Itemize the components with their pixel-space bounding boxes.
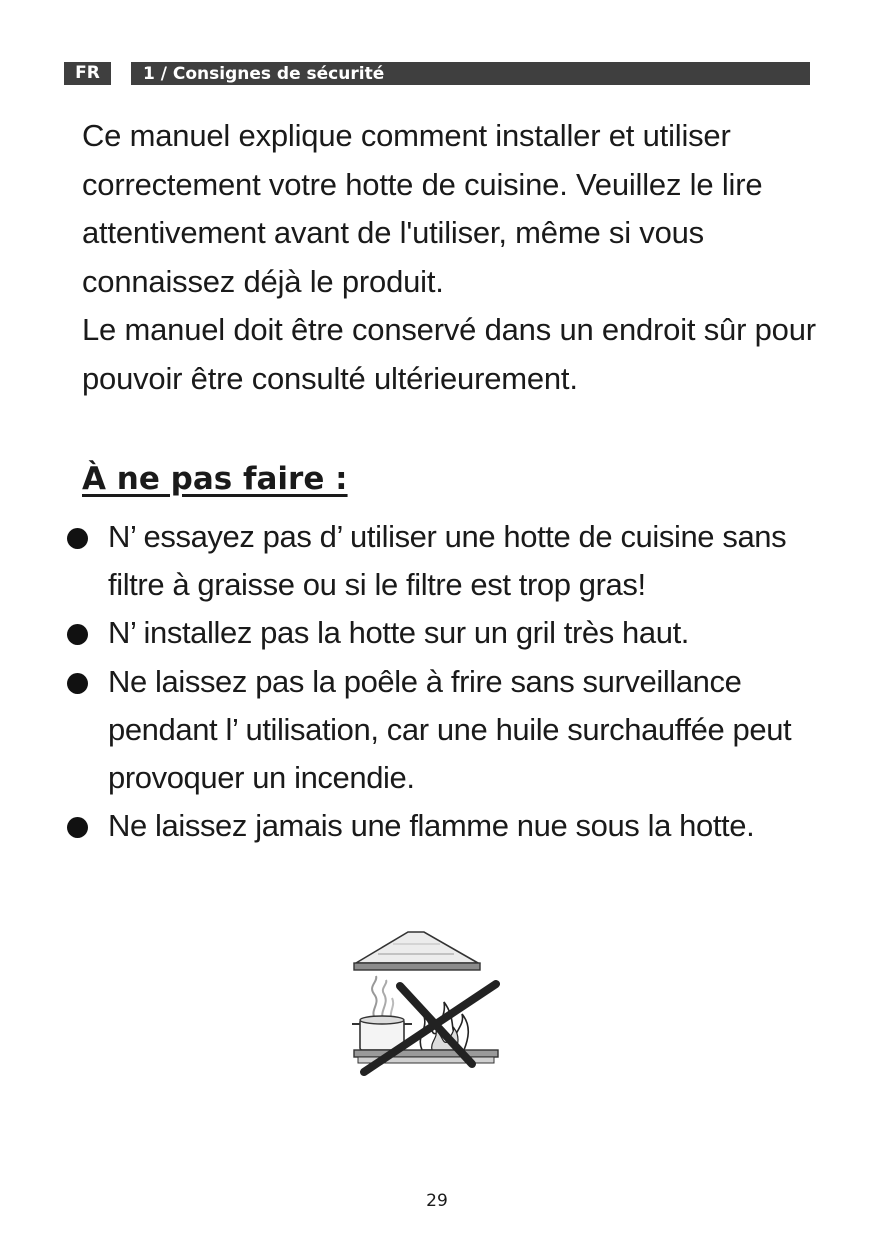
list-item — [62, 513, 832, 609]
section-title: 1 / Consignes de sécurité — [131, 62, 810, 85]
donts-list — [62, 513, 832, 850]
bullet-icon — [67, 817, 88, 838]
intro-paragraph: Ce manuel explique comment installer et utiliser correctement votre hotte de cuisine. Veuillez le lire attentivement avant de l'utiliser, même si vous connaissez déjà le produit. — [82, 118, 763, 299]
bullet-icon — [67, 528, 88, 549]
page-header — [64, 62, 810, 85]
bullet-icon — [67, 624, 88, 645]
list-item-text: N’ essayez pas d’ utiliser une hotte de cuisine sans filtre à graisse ou si le filtre est trop gras! — [108, 519, 787, 603]
page-number: 29 — [426, 1191, 448, 1211]
bullet-icon — [67, 673, 88, 694]
donts-heading: À ne pas faire : — [82, 461, 348, 497]
list-item-text: N’ installez pas la hotte sur un gril très haut. — [108, 615, 690, 651]
language-badge: FR — [64, 62, 111, 85]
intro-paragraph: Le manuel doit être conservé dans un endroit sûr pour pouvoir être consulté ultérieurement. — [82, 312, 816, 396]
list-item-text: Ne laissez jamais une flamme nue sous la hotte. — [108, 808, 755, 844]
hood-flame-illustration — [348, 928, 508, 1078]
list-item — [62, 658, 832, 803]
list-item-text: Ne laissez pas la poêle à frire sans surveillance pendant l’ utilisation, car une huile surchauffée peut provoquer un incendie. — [108, 663, 792, 796]
no-open-flame-under-hood-icon — [348, 928, 508, 1078]
list-item — [62, 609, 832, 657]
list-item — [62, 802, 832, 850]
intro-text — [82, 112, 822, 403]
